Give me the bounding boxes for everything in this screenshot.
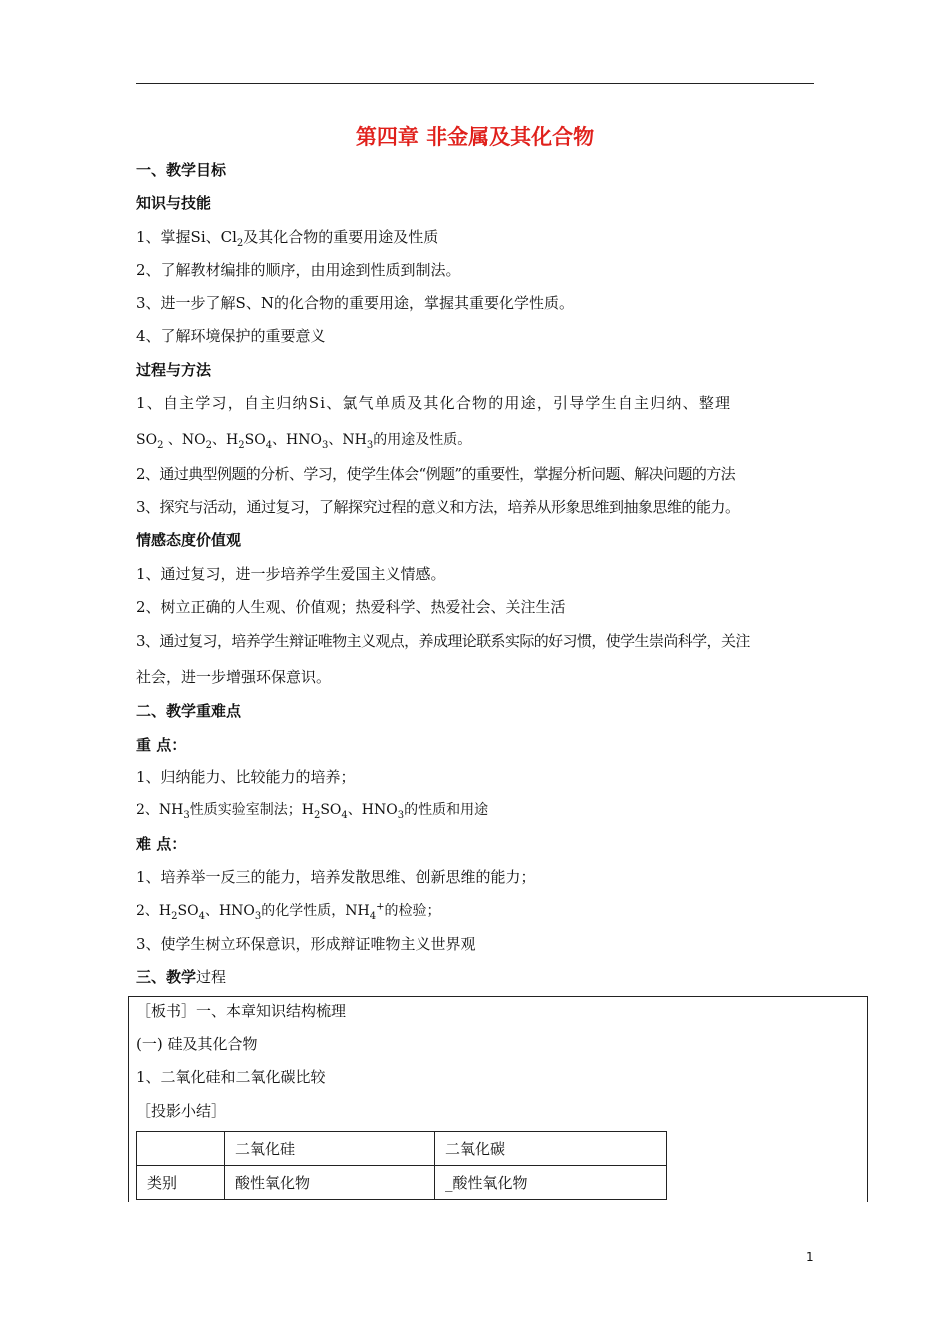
process-item-1-line-2: $SO_2$ 、$NO_2$、$H_2SO_4$、$HNO_3$、$NH_3$的用途及性质。 xyxy=(136,432,472,451)
board-line-4: ［投影小结］ xyxy=(136,1102,227,1120)
page-number: 1 xyxy=(806,1250,814,1264)
knowledge-item-3: 3、进一步了解S、N的化合物的重要用途，掌握其重要化学性质。 xyxy=(136,294,574,312)
attitude-item-3-line-1: 3、通过复习，培养学生辩证唯物主义观点，养成理论联系实际的好习惯，使学生崇尚科学，关注 xyxy=(136,632,750,650)
knowledge-item-4: 4、了解环境保护的重要意义 xyxy=(136,327,326,345)
process-item-3: 3、探究与活动，通过复习，了解探究过程的意义和方法，培养从形象思维到抽象思维的能力。 xyxy=(136,498,740,516)
process-item-2: 2、通过典型例题的分析、学习，使学生体会“例题”的重要性，掌握分析问题、解决问题的方法 xyxy=(136,465,736,483)
key-item-2: 2、$NH_3$性质实验室制法；$H_2SO_4$、$HNO_3$的性质和用途 xyxy=(136,802,489,821)
attitude-item-2: 2、树立正确的人生观、价值观；热爱科学、热爱社会、关注生活 xyxy=(136,598,566,616)
difficult-item-2: 2、$H_2SO_4$、$HNO_3$的化学性质，$NH_4^+$的检验； xyxy=(136,901,441,922)
knowledge-item-2: 2、了解教材编排的顺序，由用途到性质到制法。 xyxy=(136,261,461,279)
comparison-table xyxy=(136,1131,667,1200)
knowledge-item-1: 1、掌握Si、$Cl_2$及其化合物的重要用途及性质 xyxy=(136,228,439,249)
process-item-1-line-1: 1、自主学习，自主归纳Si、氯气单质及其化合物的用途，引导学生自主归纳、整理 xyxy=(136,394,732,412)
subheading-key: 重 点： xyxy=(136,736,187,754)
difficult-item-3: 3、使学生树立环保意识，形成辩证唯物主义世界观 xyxy=(136,935,476,953)
board-line-3: 1、二氧化硅和二氧化碳比较 xyxy=(136,1068,326,1086)
attitude-item-1: 1、通过复习，进一步培养学生爱国主义情感。 xyxy=(136,565,446,583)
section-heading-key-points: 二、教学重难点 xyxy=(136,702,242,720)
table-cell: 类别 xyxy=(137,1166,225,1200)
subheading-knowledge: 知识与技能 xyxy=(136,194,212,212)
attitude-item-3-line-2: 社会，进一步增强环保意识。 xyxy=(136,668,332,686)
table-row xyxy=(137,1166,667,1200)
board-line-1: ［板书］一、本章知识结构梳理 xyxy=(136,1002,347,1020)
table-header-cell: 二氧化碳 xyxy=(435,1132,667,1166)
board-line-2: (一) 硅及其化合物 xyxy=(136,1035,258,1053)
table-header-row xyxy=(137,1132,667,1166)
subheading-process: 过程与方法 xyxy=(136,361,212,379)
table-header-cell xyxy=(137,1132,225,1166)
subheading-difficult: 难 点： xyxy=(136,835,187,853)
section-heading-process: 三、教学过程 xyxy=(136,968,227,986)
subheading-attitude: 情感态度价值观 xyxy=(136,531,242,549)
key-item-1: 1、归纳能力、比较能力的培养； xyxy=(136,768,356,786)
table-cell: 酸性氧化物 xyxy=(225,1166,435,1200)
chapter-title: 第四章 非金属及其化合物 xyxy=(355,125,595,149)
table-header-cell: 二氧化硅 xyxy=(225,1132,435,1166)
difficult-item-1: 1、培养举一反三的能力，培养发散思维、创新思维的能力； xyxy=(136,868,536,886)
table-cell: _酸性氧化物 xyxy=(435,1166,667,1200)
header-rule xyxy=(136,83,814,84)
section-heading-objectives: 一、教学目标 xyxy=(136,161,227,179)
